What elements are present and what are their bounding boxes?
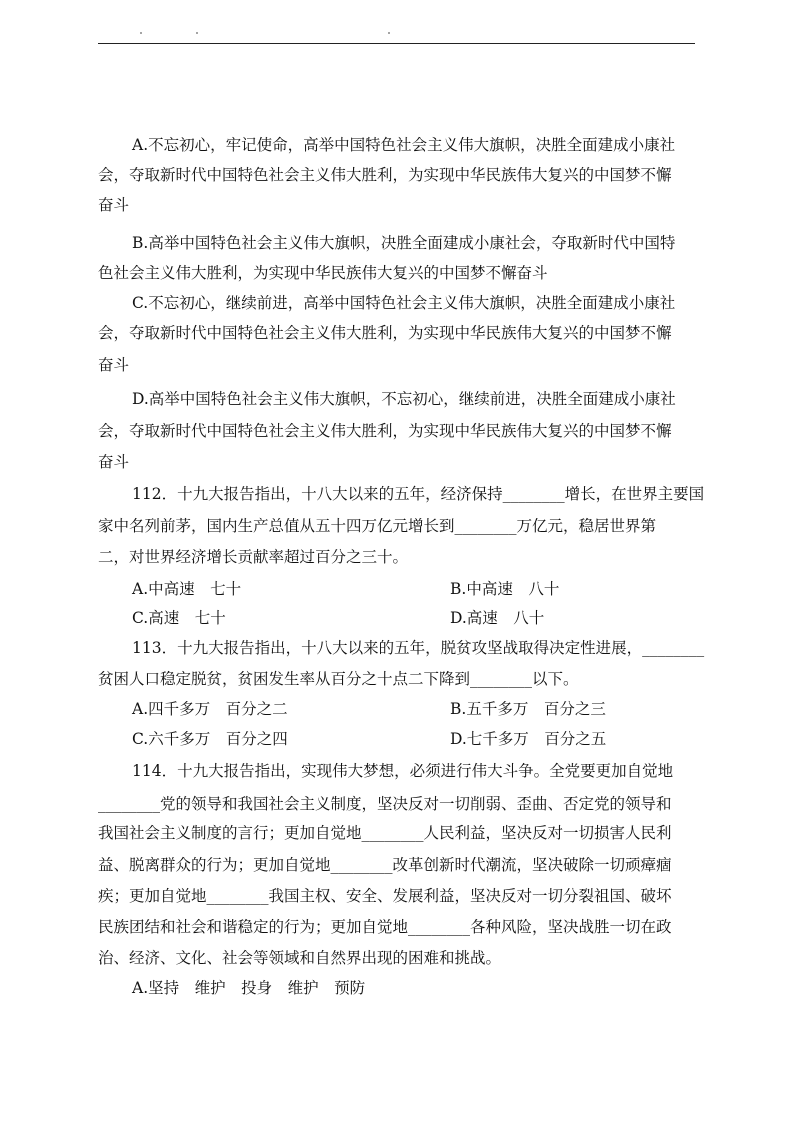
option-c-line: 会，夺取新时代中国特色社会主义伟大胜利，为实现中华民族伟大复兴的中国梦不懈	[98, 324, 672, 342]
header-mark	[196, 32, 198, 34]
question-112-stem: 家中名列前茅，国内生产总值从五十四万亿元增长到________万亿元，稳居世界第	[98, 517, 657, 535]
option-a-line: 会，夺取新时代中国特色社会主义伟大胜利，为实现中华民族伟大复兴的中国梦不懈	[98, 166, 672, 184]
question-114-stem: ________党的领导和我国社会主义制度，坚决反对一切削弱、歪曲、否定党的领导和	[98, 795, 672, 813]
question-114-stem: 我国社会主义制度的言行；更加自觉地________人民利益，坚决反对一切损害人民利	[98, 824, 672, 842]
question-114-stem: 治、经济、文化、社会等领域和自然界出现的困难和挑战。	[98, 949, 502, 967]
option-a-line: 奋斗	[98, 196, 130, 214]
question-113-option-a: A.四千多万 百分之二	[132, 700, 288, 718]
option-c-line: C.不忘初心，继续前进，高举中国特色社会主义伟大旗帜，决胜全面建成小康社	[132, 294, 676, 312]
header-rule	[98, 43, 695, 44]
question-114-stem: 疾；更加自觉地________我国主权、安全、发展利益，坚决反对一切分裂祖国、破坏	[98, 887, 672, 905]
question-112-option-c: C.高速 七十	[132, 609, 226, 627]
option-c-line: 奋斗	[98, 356, 130, 374]
option-a-line: A.不忘初心，牢记使命，高举中国特色社会主义伟大旗帜，决胜全面建成小康社	[132, 136, 676, 154]
question-112-stem: 112．十九大报告指出，十八大以来的五年，经济保持________增长，在世界主要国	[132, 485, 705, 503]
header-mark	[140, 32, 142, 34]
option-b-line: B.高举中国特色社会主义伟大旗帜，决胜全面建成小康社会，夺取新时代中国特	[132, 234, 676, 252]
question-114-stem: 益、脱离群众的行为；更加自觉地________改革创新时代潮流，坚决破除一切顽瘴痼	[98, 856, 672, 874]
question-112-option-b: B.中高速 八十	[450, 580, 560, 598]
option-d-line: 会，夺取新时代中国特色社会主义伟大胜利，为实现中华民族伟大复兴的中国梦不懈	[98, 422, 672, 440]
question-114-stem: 114．十九大报告指出，实现伟大梦想，必须进行伟大斗争。全党要更加自觉地	[132, 762, 674, 780]
question-113-stem: 贫困人口稳定脱贫，贫困发生率从百分之十点二下降到________以下。	[98, 670, 579, 688]
option-d-line: 奋斗	[98, 453, 130, 471]
question-113-option-c: C.六千多万 百分之四	[132, 730, 288, 748]
question-113-stem: 113．十九大报告指出，十八大以来的五年，脱贫攻坚战取得决定性进展，________	[132, 639, 705, 657]
option-d-line: D.高举中国特色社会主义伟大旗帜，不忘初心，继续前进，决胜全面建成小康社	[132, 390, 676, 408]
question-113-option-d: D.七千多万 百分之五	[450, 730, 607, 748]
question-112-stem: 二，对世界经济增长贡献率超过百分之三十。	[98, 548, 409, 566]
question-113-option-b: B.五千多万 百分之三	[450, 700, 606, 718]
question-112-option-d: D.高速 八十	[450, 609, 545, 627]
question-114-stem: 民族团结和社会和谐稳定的行为；更加自觉地________各种风险，坚决战胜一切在政	[98, 918, 672, 936]
option-b-line: 色社会主义伟大胜利，为实现中华民族伟大复兴的中国梦不懈奋斗	[98, 264, 548, 282]
header-mark	[388, 32, 390, 34]
question-114-option-a: A.坚持 维护 投身 维护 预防	[132, 979, 366, 997]
question-112-option-a: A.中高速 七十	[132, 580, 242, 598]
